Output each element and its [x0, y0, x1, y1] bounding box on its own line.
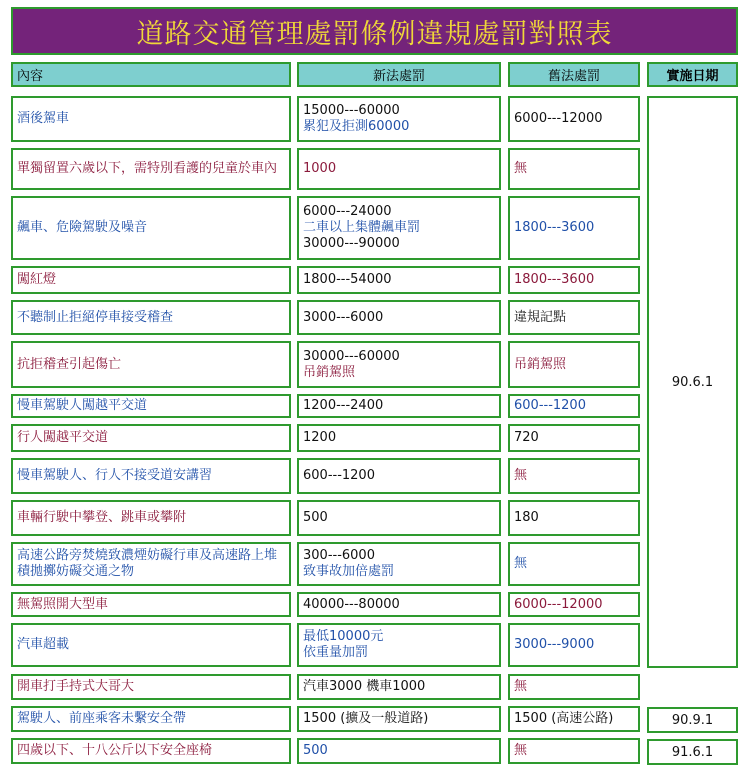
date-cell-2: 90.9.1	[647, 707, 738, 733]
row-old-penalty-cell	[508, 542, 640, 586]
row-content-cell	[11, 542, 291, 586]
row-new-penalty-cell	[297, 148, 501, 190]
row-old-penalty-cell	[508, 706, 640, 732]
new-penalty-line: 吊銷駕照	[303, 364, 356, 380]
row-old-penalty-cell	[508, 196, 640, 260]
row-content-text: 四歲以下、十八公斤以下安全座椅	[17, 743, 213, 758]
row-content-text: 無駕照開大型車	[17, 596, 109, 612]
new-penalty-line: 1500 (擴及一般道路)	[303, 711, 429, 726]
row-content-text: 高速公路旁焚燒致濃煙妨礙行車及高速路上堆積拋擲妨礙交通之物	[17, 548, 278, 579]
new-penalty-line: 600---1200	[303, 468, 375, 483]
row-new-penalty-cell	[297, 341, 501, 388]
row-old-penalty-cell	[508, 623, 640, 667]
old-penalty-text: 3000---9000	[514, 637, 595, 652]
header-old-penalty: 舊法處罰	[508, 62, 640, 87]
new-penalty-line: 依重量加罰	[303, 645, 369, 660]
old-penalty-text: 無	[514, 679, 528, 694]
old-penalty-text: 1500 (高速公路)	[514, 711, 614, 726]
row-new-penalty-cell	[297, 300, 501, 335]
row-old-penalty-cell	[508, 738, 640, 764]
old-penalty-text: 720	[514, 430, 539, 445]
row-content-text: 行人闖越平交道	[17, 430, 109, 445]
row-content-text: 飆車、危險駕駛及噪音	[17, 220, 148, 235]
row-new-penalty-cell	[297, 266, 501, 294]
row-content-text: 不聽制止拒絕停車接受稽查	[17, 309, 174, 325]
header-content: 內容	[11, 62, 291, 87]
new-penalty-line: 15000---60000	[303, 103, 400, 118]
new-penalty-line: 1800---54000	[303, 272, 392, 287]
row-old-penalty-cell	[508, 424, 640, 452]
row-content-text: 闖紅燈	[17, 272, 57, 287]
page-title: 道路交通管理處罰條例違規處罰對照表	[11, 7, 738, 55]
old-penalty-text: 無	[514, 743, 528, 758]
row-new-penalty-cell	[297, 96, 501, 142]
row-content-cell	[11, 96, 291, 142]
row-new-penalty-cell	[297, 592, 501, 617]
row-content-text: 駕駛人、前座乘客未繫安全帶	[17, 711, 187, 726]
row-new-penalty-cell	[297, 542, 501, 586]
old-penalty-text: 違規記點	[514, 309, 567, 325]
new-penalty-line: 二車以上集體飆車罰	[303, 220, 421, 235]
row-content-text: 抗拒稽查引起傷亡	[17, 356, 122, 372]
new-penalty-line: 500	[303, 510, 328, 525]
row-new-penalty-cell	[297, 394, 501, 418]
new-penalty-line: 1200---2400	[303, 398, 384, 413]
row-new-penalty-cell	[297, 706, 501, 732]
new-penalty-line: 40000---80000	[303, 596, 400, 612]
row-content-text: 單獨留置六歲以下，需特別看護的兒童於車內	[17, 161, 278, 176]
old-penalty-text: 1800---3600	[514, 220, 595, 235]
new-penalty-line: 致事故加倍處罰	[303, 564, 395, 579]
row-old-penalty-cell	[508, 500, 640, 536]
new-penalty-line: 最低10000元	[303, 629, 384, 644]
row-content-text: 開車打手持式大哥大	[17, 679, 135, 694]
row-new-penalty-cell	[297, 738, 501, 764]
new-penalty-line: 30000---90000	[303, 236, 400, 251]
new-penalty-line: 汽車3000 機車1000	[303, 679, 426, 694]
row-content-cell	[11, 341, 291, 388]
new-penalty-line: 1000	[303, 161, 337, 176]
row-content-cell	[11, 266, 291, 294]
row-content-cell	[11, 592, 291, 617]
new-penalty-line: 1200	[303, 430, 337, 445]
new-penalty-line: 300---6000	[303, 548, 375, 563]
row-content-cell	[11, 458, 291, 494]
row-content-cell	[11, 394, 291, 418]
row-new-penalty-cell	[297, 424, 501, 452]
row-old-penalty-cell	[508, 592, 640, 617]
row-new-penalty-cell	[297, 674, 501, 700]
row-content-cell	[11, 148, 291, 190]
row-content-text: 車輛行駛中攀登、跳車或攀附	[17, 510, 187, 525]
old-penalty-text: 無	[514, 161, 528, 176]
row-content-cell	[11, 300, 291, 335]
row-old-penalty-cell	[508, 674, 640, 700]
row-content-cell	[11, 196, 291, 260]
row-content-cell	[11, 674, 291, 700]
new-penalty-line: 6000---24000	[303, 204, 392, 219]
row-content-cell	[11, 623, 291, 667]
old-penalty-text: 600---1200	[514, 398, 586, 413]
row-old-penalty-cell	[508, 341, 640, 388]
new-penalty-line: 累犯及拒測60000	[303, 119, 410, 134]
row-new-penalty-cell	[297, 196, 501, 260]
row-content-text: 慢車駕駛人、行人不接受道安講習	[17, 468, 213, 483]
row-old-penalty-cell	[508, 148, 640, 190]
row-content-cell	[11, 424, 291, 452]
old-penalty-text: 吊銷駕照	[514, 356, 567, 372]
old-penalty-text: 1800---3600	[514, 272, 595, 287]
row-old-penalty-cell	[508, 266, 640, 294]
old-penalty-text: 無	[514, 556, 528, 571]
row-old-penalty-cell	[508, 96, 640, 142]
row-content-cell	[11, 500, 291, 536]
date-cell-3: 91.6.1	[647, 739, 738, 765]
new-penalty-line: 500	[303, 743, 328, 758]
new-penalty-line: 3000---6000	[303, 309, 384, 325]
old-penalty-text: 6000---12000	[514, 596, 603, 612]
row-content-cell	[11, 738, 291, 764]
header-new-penalty: 新法處罰	[297, 62, 501, 87]
new-penalty-line: 30000---60000	[303, 348, 400, 364]
row-old-penalty-cell	[508, 394, 640, 418]
old-penalty-text: 無	[514, 468, 528, 483]
row-content-cell	[11, 706, 291, 732]
date-cell-1: 90.6.1	[647, 96, 738, 668]
row-content-text: 酒後駕車	[17, 111, 70, 126]
header-effective-date: 實施日期	[647, 62, 738, 87]
row-new-penalty-cell	[297, 500, 501, 536]
row-old-penalty-cell	[508, 458, 640, 494]
row-content-text: 汽車超載	[17, 637, 70, 652]
row-old-penalty-cell	[508, 300, 640, 335]
row-new-penalty-cell	[297, 623, 501, 667]
row-content-text: 慢車駕駛人闖越平交道	[17, 398, 148, 413]
row-new-penalty-cell	[297, 458, 501, 494]
old-penalty-text: 180	[514, 510, 539, 525]
old-penalty-text: 6000---12000	[514, 111, 603, 126]
